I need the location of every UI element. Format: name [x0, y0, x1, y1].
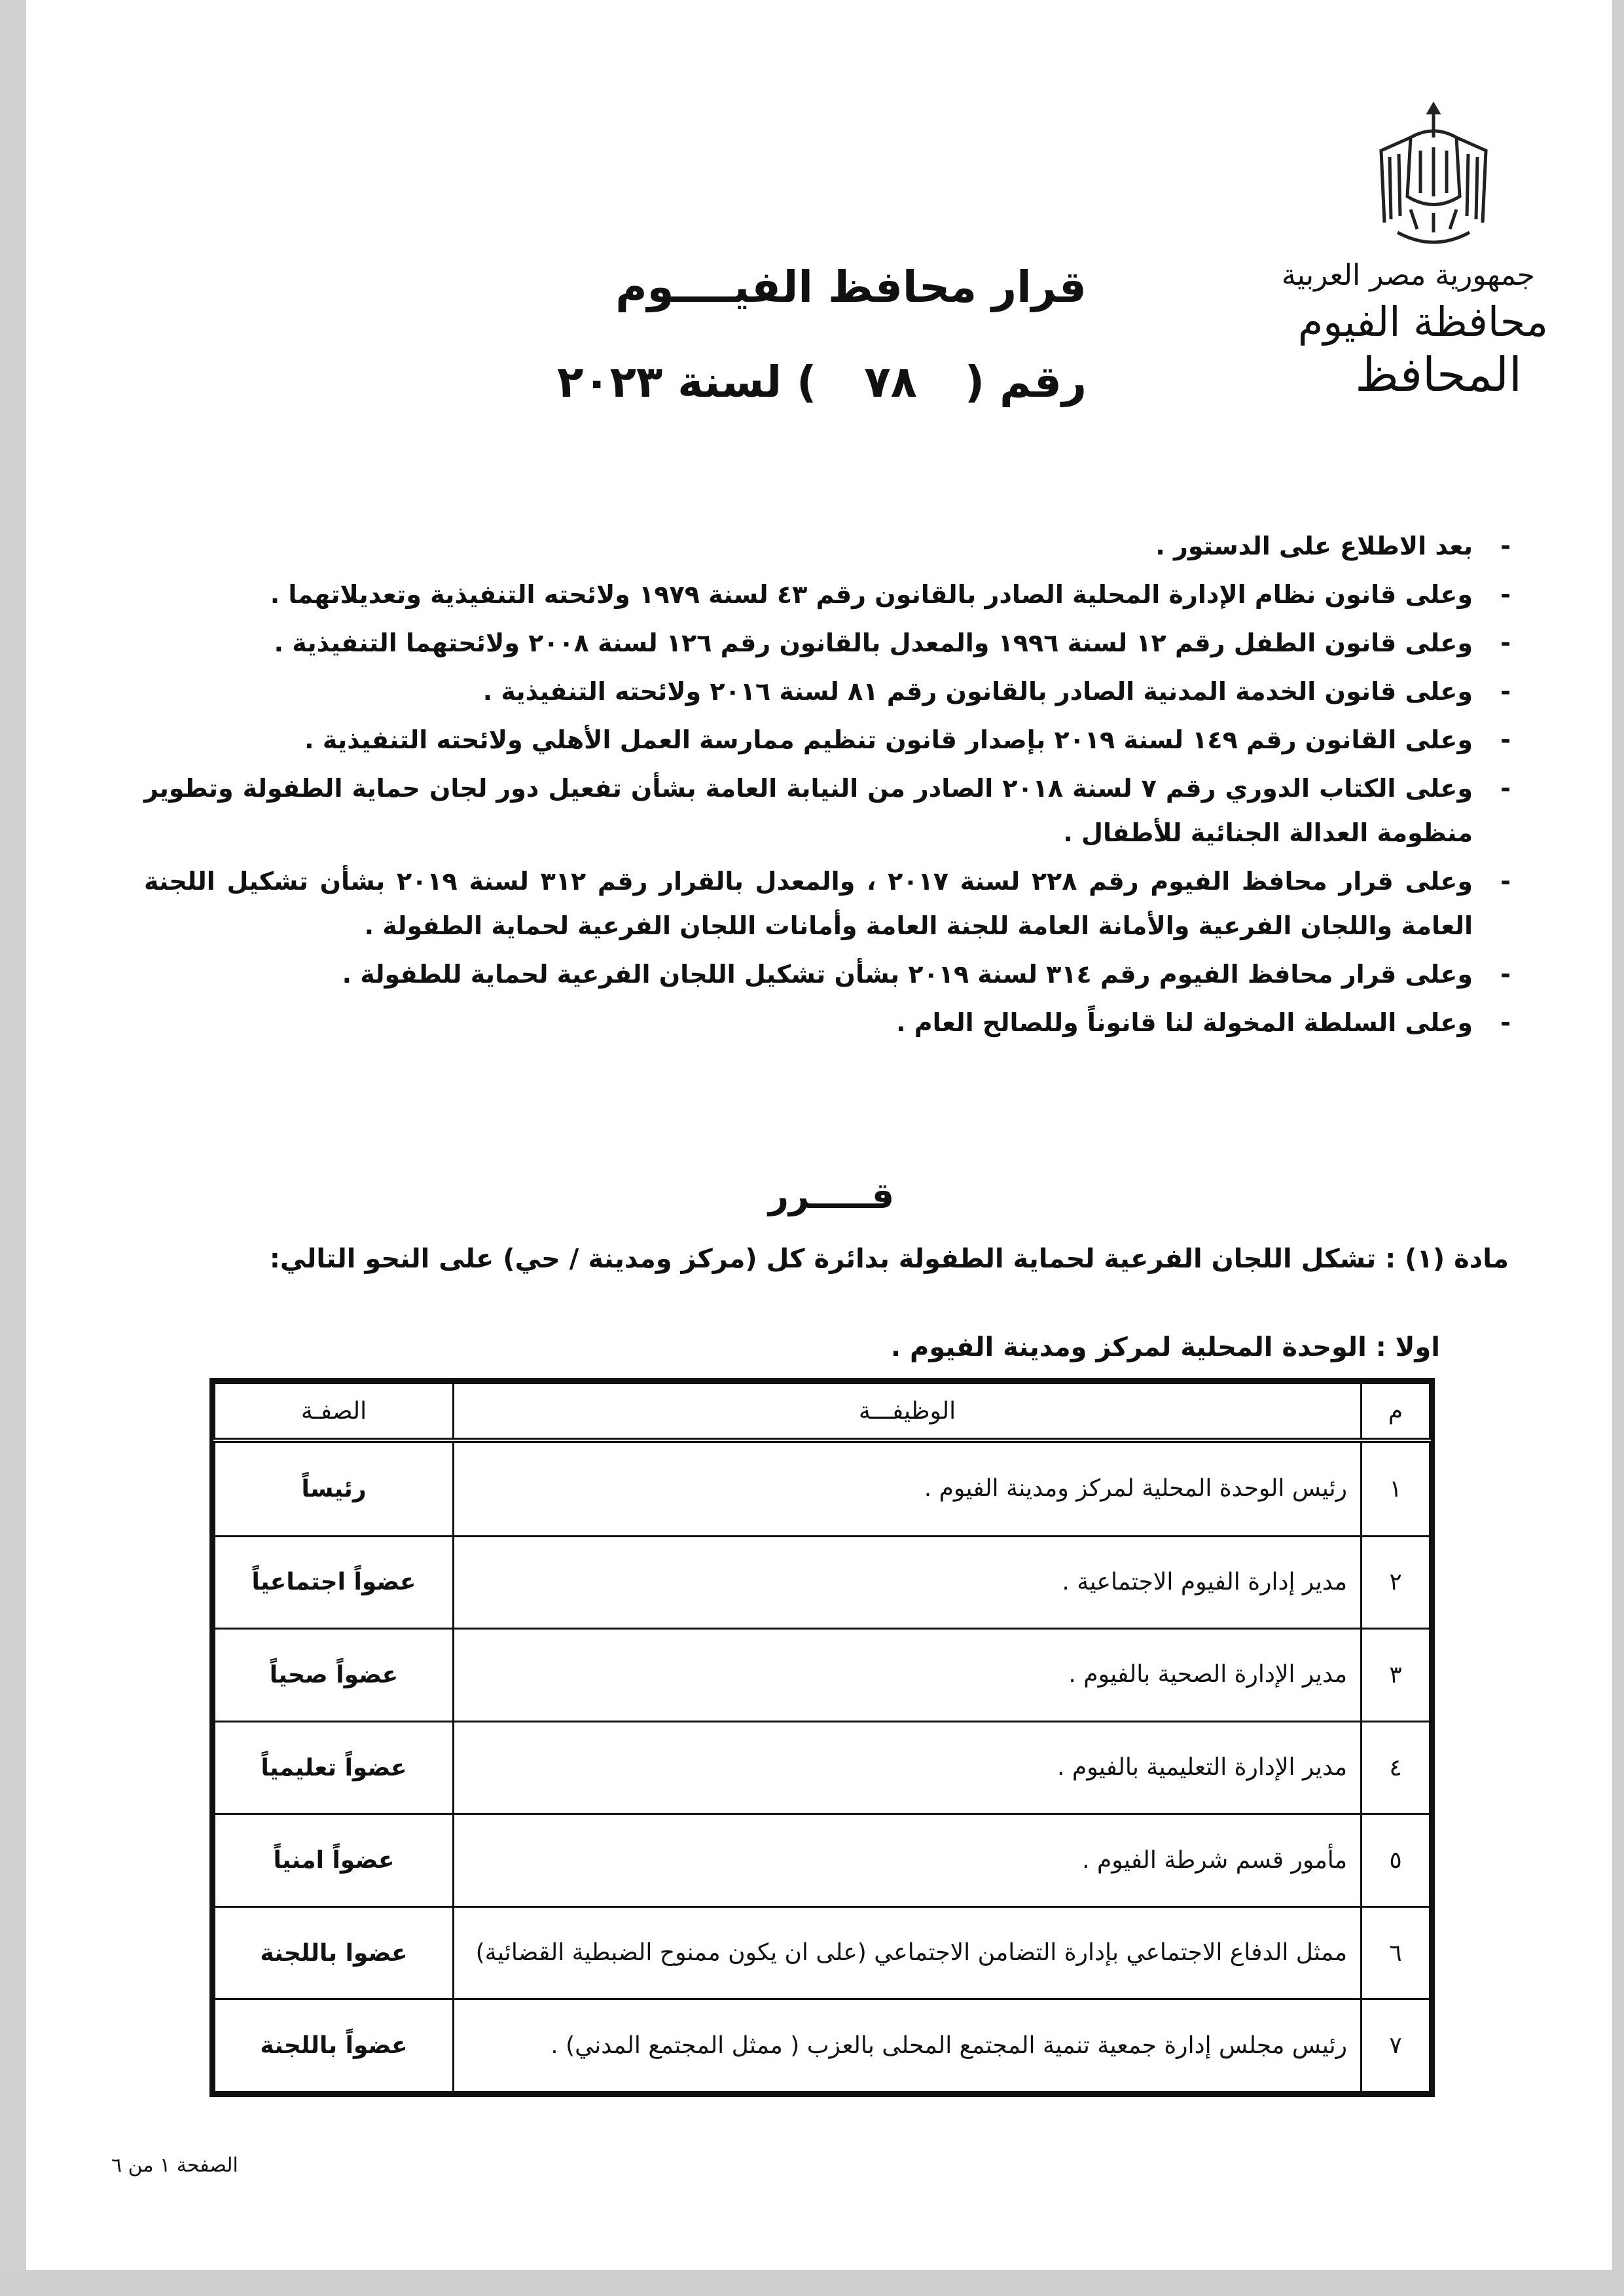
bullet-dash: - — [1500, 1008, 1511, 1037]
table-row — [215, 1814, 1430, 1907]
header-job: الوظيفـــة — [454, 1383, 1362, 1441]
page-footer: الصفحة ١ من ٦ — [111, 2154, 238, 2177]
header-role: الصفـة — [215, 1383, 454, 1441]
preamble-item: - وعلى قانون نظام الإدارة المحلية الصادر بالقانون رقم ٤٣ لسنة ١٩٧٩ ولائحته التنفيذية وتعديلاتهما . — [144, 572, 1506, 617]
table-row — [215, 1536, 1430, 1629]
letterhead-governorate: محافظة الفيوم — [1297, 298, 1548, 346]
row-num: ٢ — [1362, 1536, 1430, 1629]
row-role: عضواً باللجنة — [215, 1999, 454, 2092]
row-job: مأمور قسم شرطة الفيوم . — [454, 1814, 1362, 1907]
bullet-dash: - — [1500, 629, 1511, 657]
row-num: ٦ — [1362, 1906, 1430, 1999]
header-num: م — [1362, 1383, 1430, 1441]
row-job: رئيس مجلس إدارة جمعية تنمية المجتمع المحلى بالعزب ( ممثل المجتمع المدني) . — [454, 1999, 1362, 2092]
row-job: مدير إدارة الفيوم الاجتماعية . — [454, 1536, 1362, 1629]
letterhead-office: المحافظ — [1355, 347, 1522, 402]
decree-number: ٧٨ — [864, 357, 917, 407]
preamble-item: - وعلى الكتاب الدوري رقم ٧ لسنة ٢٠١٨ الصادر من النيابة العامة بشأن تفعيل دور لجان حماية الطفولة وتطوير منظومة العدالة الجنائية للأطفال . — [144, 766, 1506, 855]
row-role: عضواً امنياً — [215, 1814, 454, 1907]
preamble-item: - وعلى السلطة المخولة لنا قانوناً وللصالح العام . — [144, 1000, 1506, 1045]
preamble-item: - وعلى القانون رقم ١٤٩ لسنة ٢٠١٩ بإصدار قانون تنظيم ممارسة العمل الأهلي ولائحته التنفيذية . — [144, 718, 1506, 762]
number-suffix: ) لسنة ٢٠٢٣ — [557, 357, 817, 407]
table-row — [215, 1999, 1430, 2092]
decision-heading: قـــــرر — [768, 1175, 895, 1216]
row-num: ٣ — [1362, 1629, 1430, 1722]
eagle-emblem-icon — [1371, 98, 1496, 255]
bullet-dash: - — [1500, 960, 1511, 989]
row-num: ٤ — [1362, 1721, 1430, 1814]
row-role: عضواً تعليمياً — [215, 1721, 454, 1814]
scan-edge-bottom — [0, 2270, 1624, 2296]
preamble-item: - وعلى قرار محافظ الفيوم رقم ٢٢٨ لسنة ٢٠١٧ ، والمعدل بالقرار رقم ٣١٢ لسنة ٢٠١٩ بشأن تشكيل اللجنة العامة واللجان الفرعية والأمانة العامة للجنة العامة وأمانات اللجان الفرعية لحماية الطفولة . — [144, 859, 1506, 948]
row-job: مدير الإدارة الصحية بالفيوم . — [454, 1629, 1362, 1722]
preamble-item: - بعد الاطلاع على الدستور . — [144, 524, 1506, 568]
committee-table — [209, 1378, 1435, 2097]
row-role: رئيساً — [215, 1440, 454, 1536]
bullet-dash: - — [1500, 532, 1511, 560]
row-num: ٧ — [1362, 1999, 1430, 2092]
table-header-row — [215, 1383, 1430, 1441]
table-row — [215, 1906, 1430, 1999]
row-role: عضوا باللجنة — [215, 1906, 454, 1999]
bullet-dash: - — [1500, 774, 1511, 803]
scan-edge-left — [0, 0, 26, 2296]
letterhead-country: جمهورية مصر العربية — [1282, 259, 1535, 292]
row-num: ١ — [1362, 1440, 1430, 1536]
decree-title: قرار محافظ الفيــــوم — [615, 262, 1087, 312]
preamble-item: - وعلى قانون الخدمة المدنية الصادر بالقانون رقم ٨١ لسنة ٢٠١٦ ولائحته التنفيذية . — [144, 669, 1506, 714]
decree-number-line — [557, 357, 1087, 407]
row-role: عضواً صحياً — [215, 1629, 454, 1722]
row-job: مدير الإدارة التعليمية بالفيوم . — [454, 1721, 1362, 1814]
document-page — [26, 0, 1612, 2270]
number-prefix: رقم ( — [964, 357, 1087, 407]
section-heading: اولا : الوحدة المحلية لمركز ومدينة الفيوم . — [890, 1332, 1440, 1362]
row-job: رئيس الوحدة المحلية لمركز ومدينة الفيوم . — [454, 1440, 1362, 1536]
table-row — [215, 1629, 1430, 1722]
scan-edge-right — [1612, 0, 1624, 2296]
bullet-dash: - — [1500, 725, 1511, 754]
article-1: مادة (١) : تشكل اللجان الفرعية لحماية الطفولة بدائرة كل (مركز ومدينة / حي) على النحو التالي: — [269, 1244, 1509, 1274]
bullet-dash: - — [1500, 580, 1511, 609]
row-job: ممثل الدفاع الاجتماعي بإدارة التضامن الاجتماعي (على ان يكون ممنوح الضبطية القضائية) — [454, 1906, 1362, 1999]
row-role: عضواً اجتماعياً — [215, 1536, 454, 1629]
preamble-list — [144, 524, 1511, 1049]
bullet-dash: - — [1500, 677, 1511, 706]
preamble-item: - وعلى قرار محافظ الفيوم رقم ٣١٤ لسنة ٢٠١٩ بشأن تشكيل اللجان الفرعية لحماية للطفولة . — [144, 952, 1506, 996]
table-row — [215, 1721, 1430, 1814]
row-num: ٥ — [1362, 1814, 1430, 1907]
table-row — [215, 1440, 1430, 1536]
preamble-item: - وعلى قانون الطفل رقم ١٢ لسنة ١٩٩٦ والمعدل بالقانون رقم ١٢٦ لسنة ٢٠٠٨ ولائحتهما التنفيذية . — [144, 621, 1506, 665]
bullet-dash: - — [1500, 867, 1511, 896]
letterhead — [1282, 98, 1548, 406]
